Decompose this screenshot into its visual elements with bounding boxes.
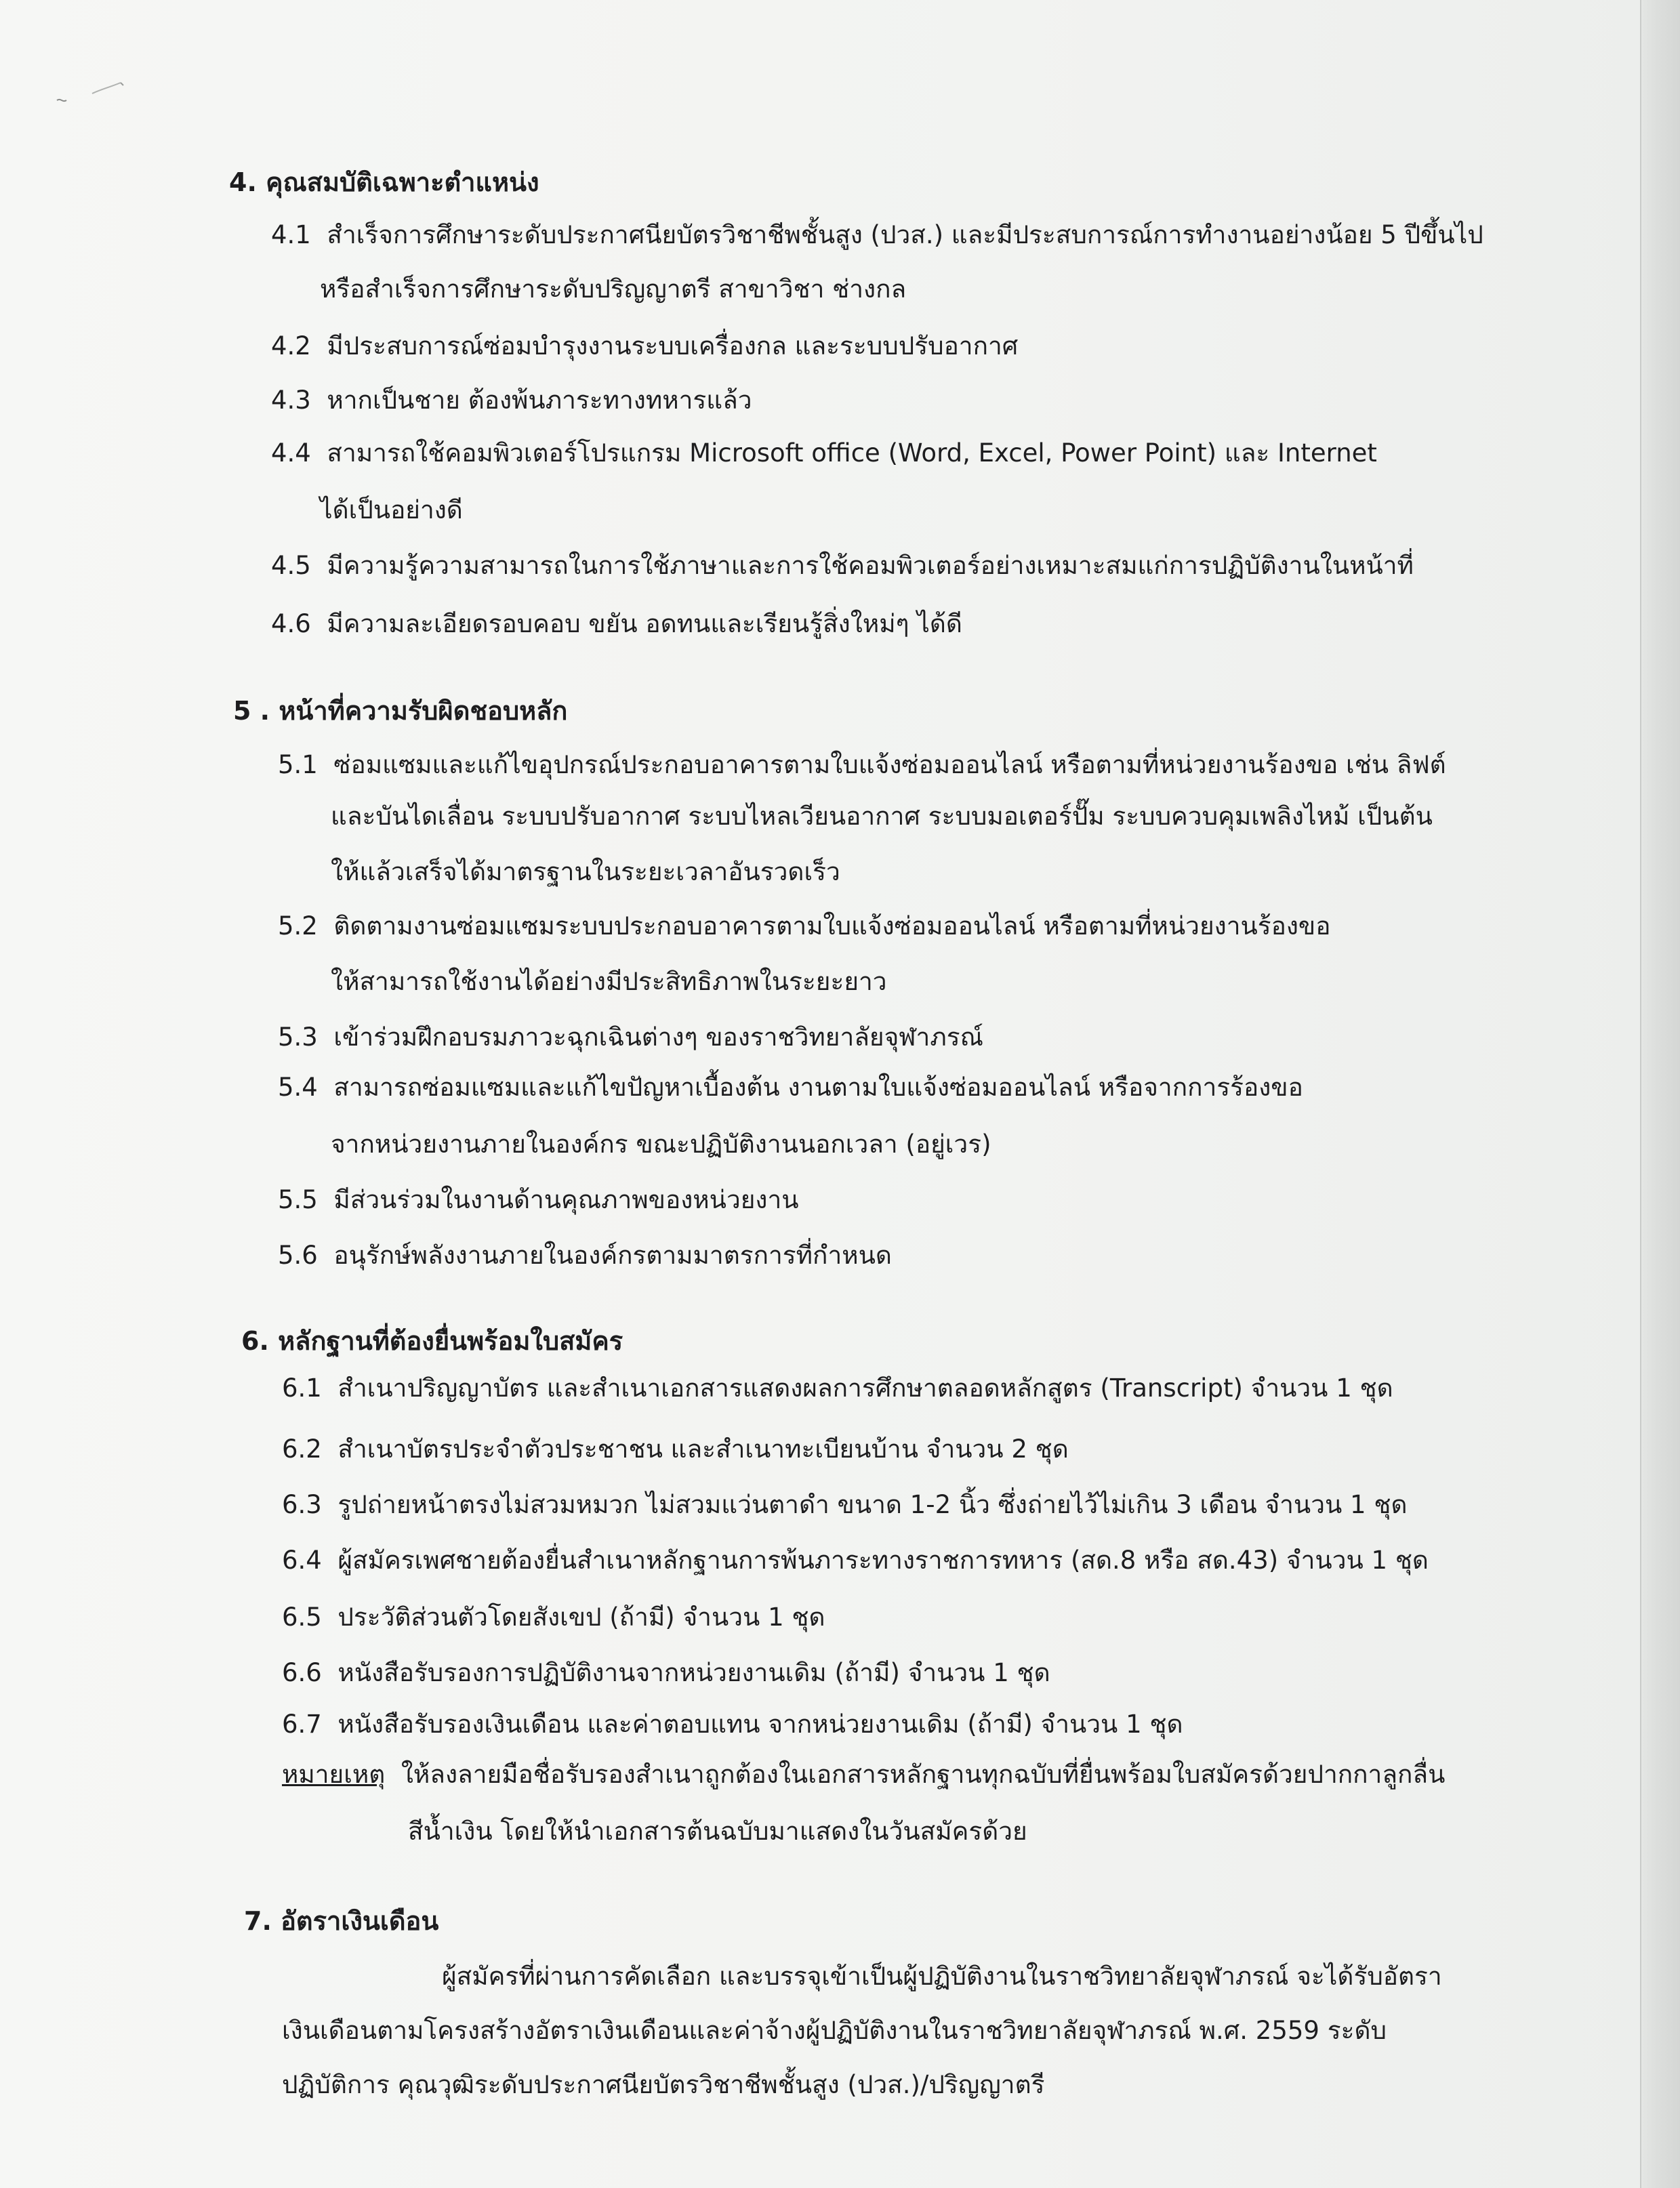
item-text: มีความละเอียดรอบคอบ ขยัน อดทนและเรียนรู้สิ่งใหม่ๆ ได้ดี bbox=[327, 609, 962, 638]
item-number: 5.3 bbox=[278, 1023, 318, 1052]
item-number: 5.1 bbox=[278, 750, 318, 779]
item-6-3 bbox=[282, 1488, 1408, 1522]
section-6-heading: 6. หลักฐานที่ต้องยื่นพร้อมใบสมัคร bbox=[241, 1326, 623, 1356]
page-edge-shadow bbox=[1640, 0, 1680, 2188]
item-number: 4.6 bbox=[271, 609, 311, 638]
item-text: สามารถใช้คอมพิวเตอร์โปรแกรม Microsoft office (Word, Excel, Power Point) และ Internet bbox=[327, 438, 1377, 468]
item-6-7 bbox=[282, 1708, 1183, 1741]
item-number: 6.4 bbox=[282, 1546, 322, 1575]
item-text: ผู้สมัครเพศชายต้องยื่นสำเนาหลักฐานการพ้นภาระทางราชการทหาร (สด.8 หรือ สด.43) จำนวน 1 ชุด bbox=[337, 1546, 1429, 1575]
item-6-2 bbox=[282, 1432, 1069, 1466]
note-text: ให้ลงลายมือชื่อรับรองสำเนาถูกต้องในเอกสารหลักฐานทุกฉบับที่ยื่นพร้อมใบสมัครด้วยปากกาลูกลื่น bbox=[401, 1760, 1446, 1789]
item-number: 6.1 bbox=[282, 1374, 322, 1403]
item-text: เข้าร่วมฝึกอบรมภาวะฉุกเฉินต่างๆ ของราชวิทยาลัยจุฬาภรณ์ bbox=[333, 1023, 983, 1052]
item-5-4-cont: จากหน่วยงานภายในองค์กร ขณะปฏิบัติงานนอกเวลา (อยู่เวร) bbox=[331, 1130, 991, 1159]
section-5-heading: 5 . หน้าที่ความรับผิดชอบหลัก bbox=[233, 696, 568, 726]
item-number: 6.5 bbox=[282, 1603, 322, 1632]
item-number: 4.4 bbox=[271, 438, 311, 468]
item-6-4 bbox=[282, 1544, 1429, 1577]
item-4-3 bbox=[271, 384, 752, 417]
item-text: สามารถซ่อมแซมและแก้ไขปัญหาเบื้องต้น งานตามใบแจ้งซ่อมออนไลน์ หรือจากการร้องขอ bbox=[333, 1073, 1303, 1102]
item-text: สำเนาบัตรประจำตัวประชาชน และสำเนาทะเบียนบ้าน จำนวน 2 ชุด bbox=[337, 1434, 1069, 1464]
section-4-heading: 4. คุณสมบัติเฉพาะตำแหน่ง bbox=[229, 167, 539, 197]
item-text: สำเนาปริญญาบัตร และสำเนาเอกสารแสดงผลการศึกษาตลอดหลักสูตร (Transcript) จำนวน 1 ชุด bbox=[337, 1374, 1393, 1403]
item-text: อนุรักษ์พลังงานภายในองค์กรตามมาตรการที่กำหนด bbox=[333, 1241, 892, 1270]
item-6-1 bbox=[282, 1371, 1393, 1405]
item-text: รูปถ่ายหน้าตรงไม่สวมหมวก ไม่สวมแว่นตาดำ ขนาด 1-2 นิ้ว ซึ่งถ่ายไว้ไม่เกิน 3 เดือน จำนวน 1 ชุด bbox=[337, 1490, 1408, 1519]
item-text: หนังสือรับรองการปฏิบัติงานจากหน่วยงานเดิม (ถ้ามี) จำนวน 1 ชุด bbox=[337, 1658, 1050, 1687]
item-5-6 bbox=[278, 1239, 892, 1273]
item-text: หากเป็นชาย ต้องพ้นภาระทางทหารแล้ว bbox=[327, 386, 752, 415]
item-5-1-cont-1: และบันไดเลื่อน ระบบปรับอากาศ ระบบไหลเวียนอากาศ ระบบมอเตอร์ปั๊ม ระบบควบคุมเพลิงไหม้ เป็นต้น bbox=[331, 802, 1433, 831]
item-number: 6.2 bbox=[282, 1434, 322, 1464]
item-5-2-cont: ให้สามารถใช้งานได้อย่างมีประสิทธิภาพในระยะยาว bbox=[331, 967, 887, 996]
salary-paragraph-line-2: เงินเดือนตามโครงสร้างอัตราเงินเดือนและค่าจ้างผู้ปฏิบัติงานในราชวิทยาลัยจุฬาภรณ์ พ.ศ. 2559 ระดับ bbox=[282, 2016, 1387, 2045]
item-5-2 bbox=[278, 909, 1330, 943]
scan-blemish-mark bbox=[53, 76, 127, 110]
salary-paragraph-line-1: ผู้สมัครที่ผ่านการคัดเลือก และบรรจุเข้าเป็นผู้ปฏิบัติงานในราชวิทยาลัยจุฬาภรณ์ จะได้รับอัตรา bbox=[442, 1962, 1442, 1991]
item-number: 4.1 bbox=[271, 220, 311, 249]
item-4-5 bbox=[271, 549, 1414, 583]
item-number: 6.3 bbox=[282, 1490, 322, 1519]
note-line bbox=[282, 1758, 1445, 1792]
item-text: สำเร็จการศึกษาระดับประกาศนียบัตรวิชาชีพชั้นสูง (ปวส.) และมีประสบการณ์การทำงานอย่างน้อย 5 ปีขึ้นไป bbox=[327, 220, 1483, 249]
item-4-6 bbox=[271, 607, 962, 641]
item-number: 6.6 bbox=[282, 1658, 322, 1687]
item-text: หนังสือรับรองเงินเดือน และค่าตอบแทน จากหน่วยงานเดิม (ถ้ามี) จำนวน 1 ชุด bbox=[337, 1710, 1183, 1739]
item-4-1-cont: หรือสำเร็จการศึกษาระดับปริญญาตรี สาขาวิชา ช่างกล bbox=[320, 274, 907, 304]
item-text: มีความรู้ความสามารถในการใช้ภาษาและการใช้คอมพิวเตอร์อย่างเหมาะสมแก่การปฏิบัติงานในหน้าที่ bbox=[327, 551, 1414, 580]
item-5-3 bbox=[278, 1020, 983, 1054]
item-6-6 bbox=[282, 1656, 1050, 1690]
item-number: 5.2 bbox=[278, 911, 318, 941]
item-5-1 bbox=[278, 748, 1446, 782]
item-4-4 bbox=[271, 436, 1377, 470]
item-text: ประวัติส่วนตัวโดยสังเขป (ถ้ามี) จำนวน 1 ชุด bbox=[337, 1603, 825, 1632]
item-5-5 bbox=[278, 1183, 799, 1217]
item-text: ติดตามงานซ่อมแซมระบบประกอบอาคารตามใบแจ้งซ่อมออนไลน์ หรือตามที่หน่วยงานร้องขอ bbox=[333, 911, 1331, 941]
item-number: 4.5 bbox=[271, 551, 311, 580]
item-number: 4.3 bbox=[271, 386, 311, 415]
note-label: หมายเหตุ bbox=[282, 1760, 386, 1789]
item-text: มีส่วนร่วมในงานด้านคุณภาพของหน่วยงาน bbox=[333, 1185, 799, 1214]
item-text: ซ่อมแซมและแก้ไขอุปกรณ์ประกอบอาคารตามใบแจ้งซ่อมออนไลน์ หรือตามที่หน่วยงานร้องขอ เช่น ลิฟต์ bbox=[333, 750, 1446, 779]
item-4-4-cont: ได้เป็นอย่างดี bbox=[320, 495, 463, 524]
item-number: 6.7 bbox=[282, 1710, 322, 1739]
item-number: 5.5 bbox=[278, 1185, 318, 1214]
item-number: 5.6 bbox=[278, 1241, 318, 1270]
item-5-4 bbox=[278, 1071, 1303, 1105]
item-number: 5.4 bbox=[278, 1073, 318, 1102]
item-number: 4.2 bbox=[271, 331, 311, 360]
note-line-cont: สีน้ำเงิน โดยให้นำเอกสารต้นฉบับมาแสดงในวันสมัครด้วย bbox=[408, 1817, 1027, 1846]
item-5-1-cont-2: ให้แล้วเสร็จได้มาตรฐานในระยะเวลาอันรวดเร็ว bbox=[331, 857, 840, 886]
salary-paragraph-line-3: ปฏิบัติการ คุณวุฒิระดับประกาศนียบัตรวิชาชีพชั้นสูง (ปวส.)/ปริญญาตรี bbox=[282, 2070, 1045, 2099]
section-7-heading: 7. อัตราเงินเดือน bbox=[244, 1906, 439, 1936]
item-4-1 bbox=[271, 218, 1483, 252]
item-6-5 bbox=[282, 1601, 825, 1634]
item-text: มีประสบการณ์ซ่อมบำรุงงานระบบเครื่องกล และระบบปรับอากาศ bbox=[327, 331, 1019, 360]
item-4-2 bbox=[271, 329, 1018, 363]
